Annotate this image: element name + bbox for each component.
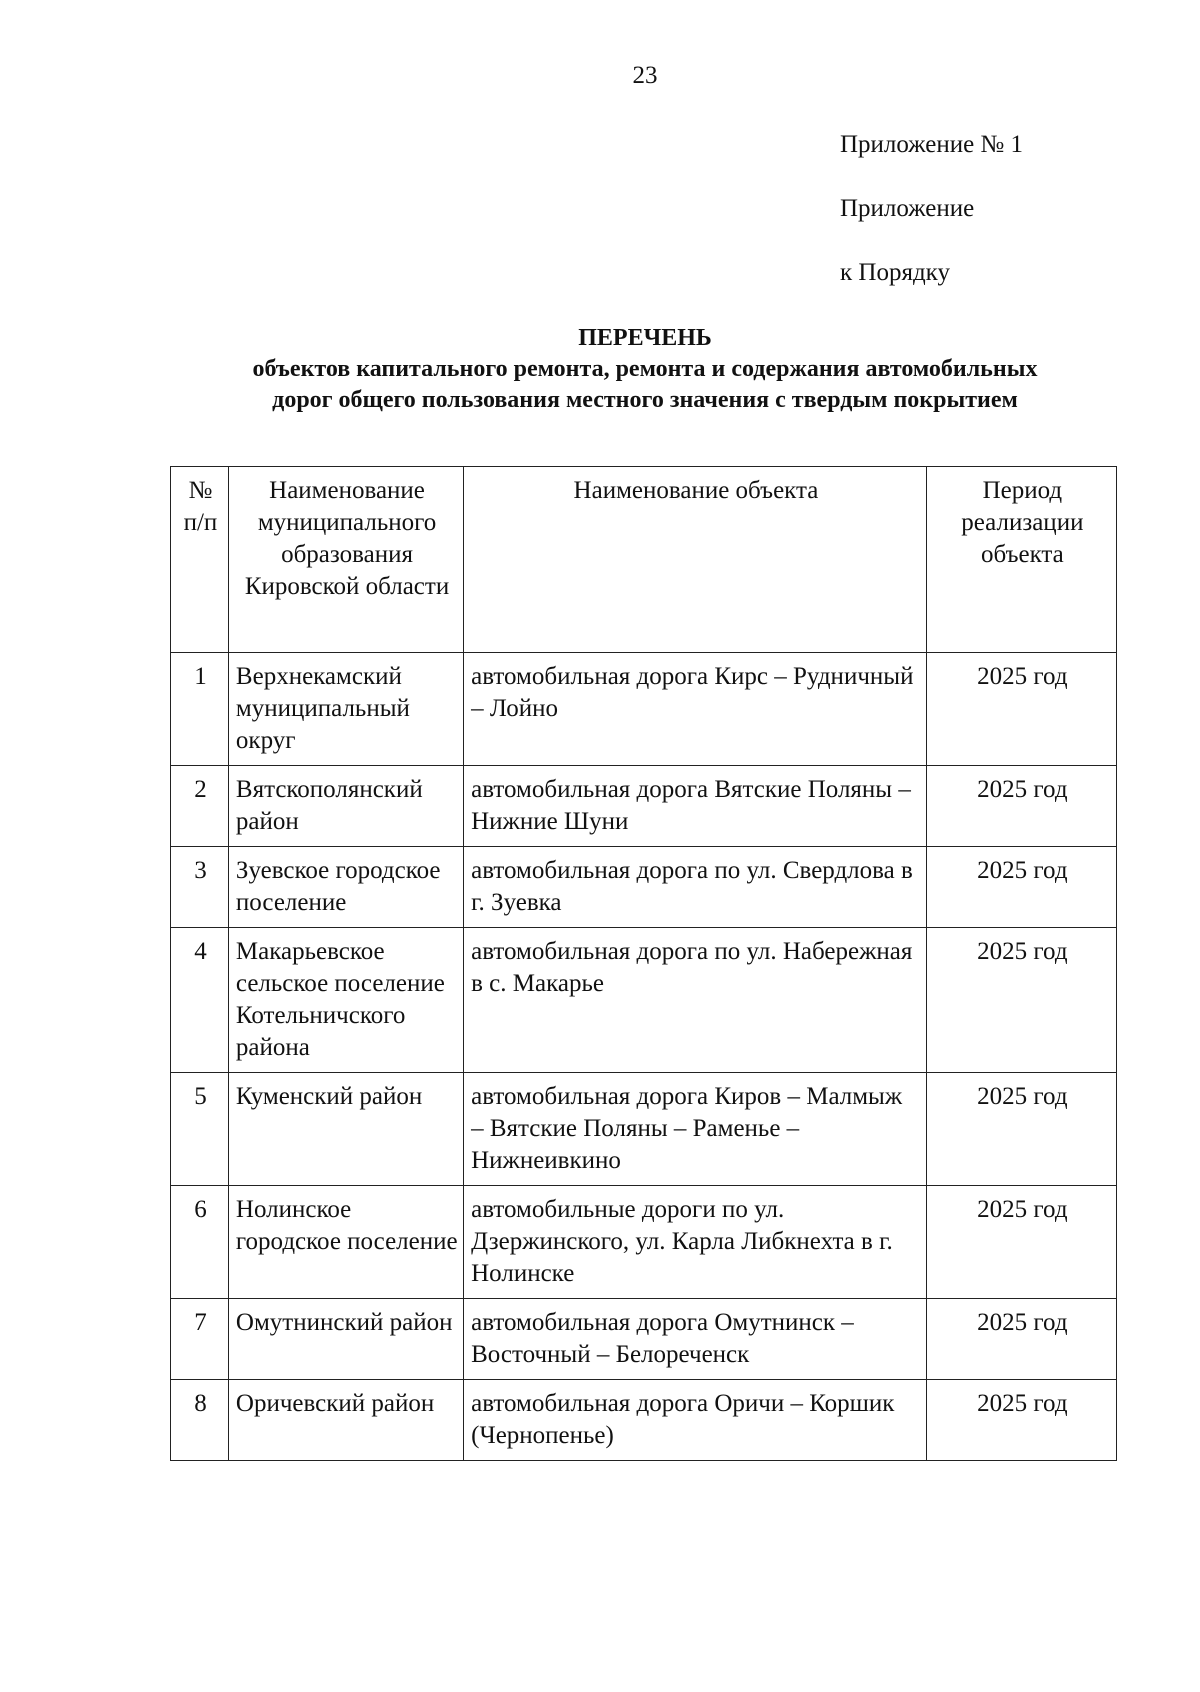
row-municipality: Макарьевское сельское поселение Котельничского района (228, 928, 463, 1073)
row-period: 2025 год (926, 653, 1116, 766)
page-number: 23 (632, 62, 658, 89)
row-object: автомобильная дорога Омутнинск – Восточный – Белореченск (464, 1299, 927, 1380)
row-period: 2025 год (926, 847, 1116, 928)
row-period: 2025 год (926, 1186, 1116, 1299)
row-number: 7 (171, 1299, 229, 1380)
objects-table (170, 466, 1117, 1461)
document-title (150, 323, 1140, 416)
table-row (171, 653, 1117, 766)
annex-number: Приложение № 1 (840, 131, 1024, 158)
row-object: автомобильная дорога Вятские Поляны – Нижние Шуни (464, 766, 927, 847)
row-object: автомобильная дорога Оричи – Коршик (Чернопенье) (464, 1380, 927, 1461)
row-number: 1 (171, 653, 229, 766)
row-municipality: Оричевский район (228, 1380, 463, 1461)
title-line-3: дорог общего пользования местного значения с твердым покрытием (272, 387, 1018, 413)
row-number: 8 (171, 1380, 229, 1461)
row-municipality: Верхнекамский муниципальный округ (228, 653, 463, 766)
row-period: 2025 год (926, 766, 1116, 847)
row-object: автомобильная дорога по ул. Набережная в с. Макарье (464, 928, 927, 1073)
table-row (171, 1380, 1117, 1461)
header-object: Наименование объекта (464, 467, 927, 653)
row-period: 2025 год (926, 1299, 1116, 1380)
row-period: 2025 год (926, 1380, 1116, 1461)
row-number: 2 (171, 766, 229, 847)
row-object: автомобильные дороги по ул. Дзержинского, ул. Карла Либкнехта в г. Нолинске (464, 1186, 927, 1299)
table-row (171, 847, 1117, 928)
row-object: автомобильная дорога по ул. Свердлова в г. Зуевка (464, 847, 927, 928)
table-row (171, 928, 1117, 1073)
table-header-row (171, 467, 1117, 653)
header-municipality: Наименование муниципального образования Кировской области (228, 467, 463, 653)
row-number: 4 (171, 928, 229, 1073)
table-row (171, 1073, 1117, 1186)
title-line-2: объектов капитального ремонта, ремонта и содержания автомобильных (252, 356, 1038, 382)
table-row (171, 1299, 1117, 1380)
row-period: 2025 год (926, 928, 1116, 1073)
row-period: 2025 год (926, 1073, 1116, 1186)
row-number: 5 (171, 1073, 229, 1186)
title-heading: ПЕРЕЧЕНЬ (578, 325, 712, 351)
row-municipality: Омутнинский район (228, 1299, 463, 1380)
annex-label: Приложение (840, 195, 975, 222)
row-object: автомобильная дорога Кирс – Рудничный – Лойно (464, 653, 927, 766)
row-number: 6 (171, 1186, 229, 1299)
row-object: автомобильная дорога Киров – Малмыж – Вятские Поляны – Раменье – Нижнеивкино (464, 1073, 927, 1186)
row-municipality: Нолинское городское поселение (228, 1186, 463, 1299)
table-row (171, 766, 1117, 847)
row-number: 3 (171, 847, 229, 928)
annex-reference: к Порядку (840, 259, 950, 286)
row-municipality: Вятскополянский район (228, 766, 463, 847)
header-number: № п/п (171, 467, 229, 653)
row-municipality: Зуевское городское поселение (228, 847, 463, 928)
row-municipality: Куменский район (228, 1073, 463, 1186)
header-period: Период реализации объекта (926, 467, 1116, 653)
table-row (171, 1186, 1117, 1299)
